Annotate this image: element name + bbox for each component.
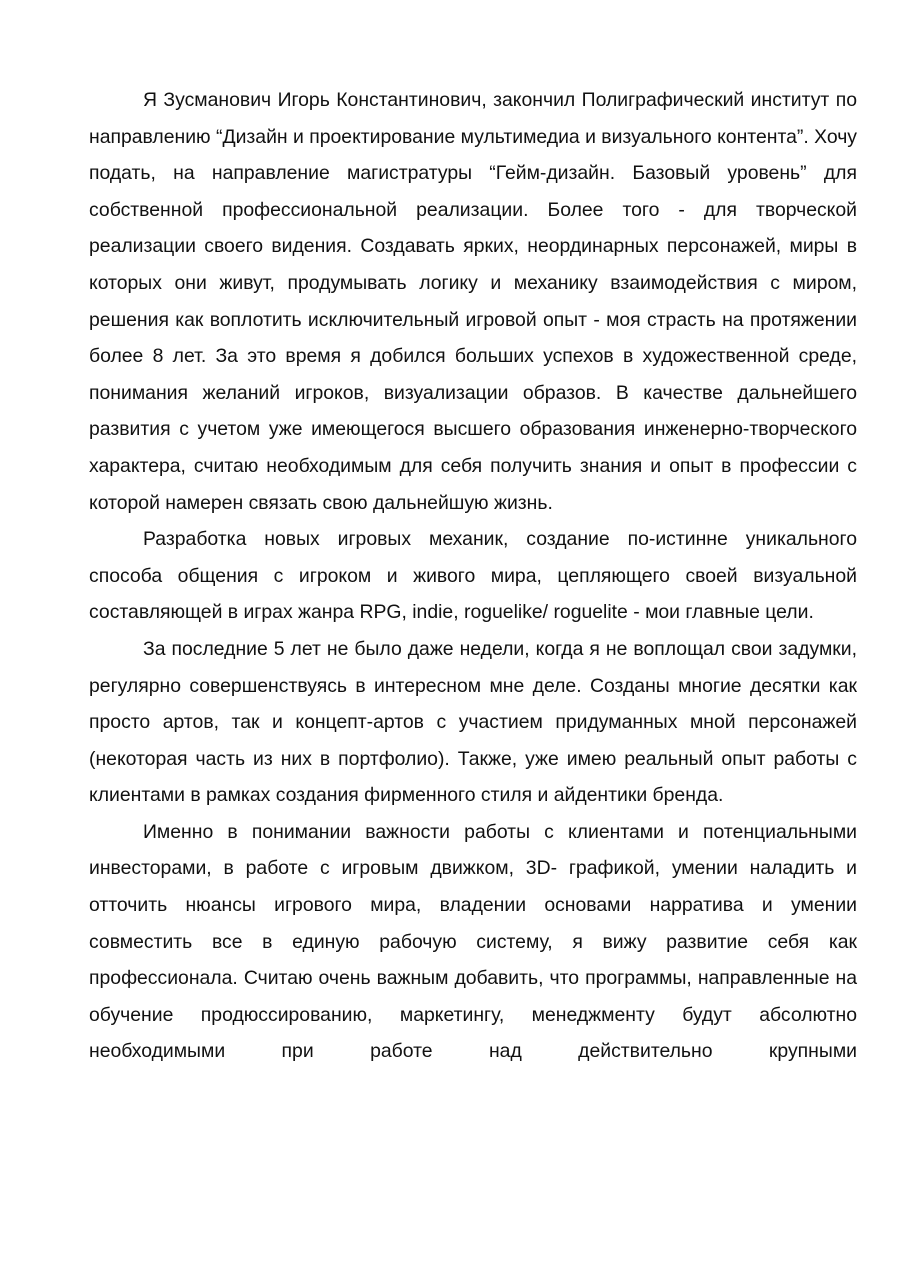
paragraph-development: Именно в понимании важности работы с клиентами и потенциальными инвесторами, в работе с игровым движком, 3D- графикой, умении наладить и отточить нюансы игрового мира, владении основами нарратива и умении совместить все в единую рабочую систему, я вижу развитие себя как профессионала. Считаю очень важным добавить, что программы, направленные на обучение продюссированию, маркетингу, менеджменту будут абсолютно необходимыми при работе над действительно крупными [89, 820, 857, 1063]
paragraph-goals: Разработка новых игровых механик, создание по-истинне уникального способа общения с игроком и живого мира, цепляющего своей визуальной составляющей в играх жанра RPG, indie, roguelike/ roguelite - мои главные цели. [89, 528, 857, 624]
document-body [89, 82, 857, 1070]
paragraph-introduction: Я Зусманович Игорь Константинович, закончил Полиграфический институт по направлению “Дизайн и проектирование мультимедиа и визуального контента”. Хочу подать, на направление магистратуры “Гейм-дизайн. Базовый уровень” для собственной профессиональной реализации. Более того - для творческой реализации своего видения. Создавать ярких, неординарных персонажей, миры в которых они живут, продумывать логику и механику взаимодействия с миром, решения как воплотить исключительный игровой опыт - моя страсть на протяжении более 8 лет. За это время я добился больших успехов в художественной среде, понимания желаний игроков, визуализации образов. В качестве дальнейшего развития с учетом уже имеющегося высшего образования инженерно-творческого характера, считаю необходимым для себя получить знания и опыт в профессии с которой намерен связать свою дальнейшую жизнь. [89, 89, 857, 514]
paragraph-experience: За последние 5 лет не было даже недели, когда я не воплощал свои задумки, регулярно совершенствуясь в интересном мне деле. Созданы многие десятки как просто артов, так и концепт-артов с участием придуманных мной персонажей (некоторая часть из них в портфолио). Также, уже имею реальный опыт работы с клиентами в рамках создания фирменного стиля и айдентики бренда. [89, 637, 857, 807]
